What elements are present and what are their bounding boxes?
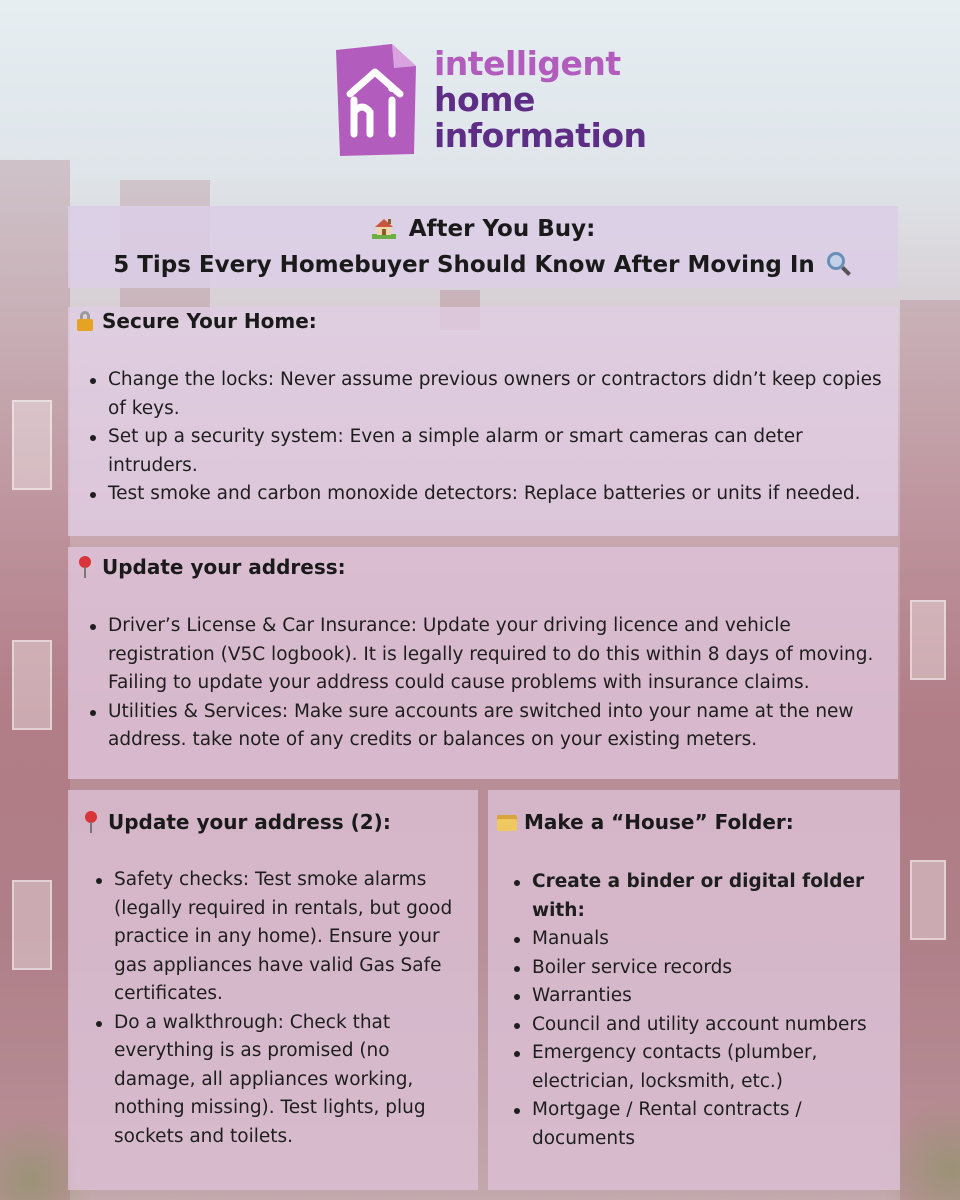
section-heading (74, 555, 346, 579)
section-update-address (68, 547, 898, 779)
section-house-folder (488, 790, 900, 1190)
list-item: Change the locks: Never assume previous owners or contractors didn’t keep copies of keys. (86, 366, 892, 423)
magnifying-glass-icon (825, 250, 853, 276)
list-item: Utilities & Services: Make sure accounts are switched into your name at the new address. take note of any credits or balances on your existing meters. (86, 698, 896, 755)
section-heading (74, 309, 317, 333)
section-list (86, 366, 892, 509)
section-heading-text: Make a “House” Folder: (524, 810, 794, 834)
lock-icon (74, 310, 96, 332)
title-line-1 (68, 216, 898, 242)
logo-line-2: home (434, 80, 535, 119)
section-heading-text: Update your address (2): (108, 810, 391, 834)
list-item: Create a binder or digital folder with: (510, 868, 890, 925)
list-item: Council and utility account numbers (510, 1011, 890, 1040)
section-heading (496, 810, 794, 834)
section-list (510, 868, 890, 1153)
list-item: Set up a security system: Even a simple alarm or smart cameras can deter intruders. (86, 423, 892, 480)
title-card (68, 206, 898, 288)
section-list (92, 866, 470, 1151)
list-item: Warranties (510, 982, 890, 1011)
house-with-garden-icon (371, 217, 397, 239)
list-item: Test smoke and carbon monoxide detectors: Replace batteries or units if needed. (86, 480, 892, 509)
pushpin-icon (80, 811, 102, 833)
list-item: Manuals (510, 925, 890, 954)
section-update-address-2 (68, 790, 478, 1190)
title-text-2: 5 Tips Every Homebuyer Should Know After Moving In (113, 252, 815, 278)
section-heading-text: Update your address: (102, 555, 346, 579)
logo-text (434, 46, 647, 154)
logo-line-1: intelligent (434, 44, 621, 83)
list-item: Driver’s License & Car Insurance: Update your driving licence and vehicle registration (V5C logbook). It is legally required to do this within 8 days of moving. Failing to update your address could cause problems with insurance claims. (86, 612, 896, 698)
section-heading (80, 810, 391, 834)
section-heading-text: Secure Your Home: (102, 309, 317, 333)
list-item: Boiler service records (510, 954, 890, 983)
list-item: Mortgage / Rental contracts / documents (510, 1096, 890, 1153)
title-line-2 (68, 250, 898, 278)
list-item: Safety checks: Test smoke alarms (legally required in rentals, but good practice in any home). Ensure your gas appliances have valid Gas Safe certificates. (92, 866, 470, 1009)
logo-line-3: information (434, 116, 647, 155)
pushpin-icon (74, 556, 96, 578)
list-item: Emergency contacts (plumber, electrician, locksmith, etc.) (510, 1039, 890, 1096)
brand-logo (330, 40, 647, 160)
section-list (86, 612, 896, 755)
title-text-1: After You Buy: (408, 216, 596, 242)
list-item: Do a walkthrough: Check that everything is as promised (no damage, all appliances working, nothing missing). Test lights, plug sockets and toilets. (92, 1009, 470, 1152)
section-secure-home (68, 307, 898, 536)
folder-icon (496, 811, 518, 833)
logo-mark-icon (330, 42, 420, 158)
